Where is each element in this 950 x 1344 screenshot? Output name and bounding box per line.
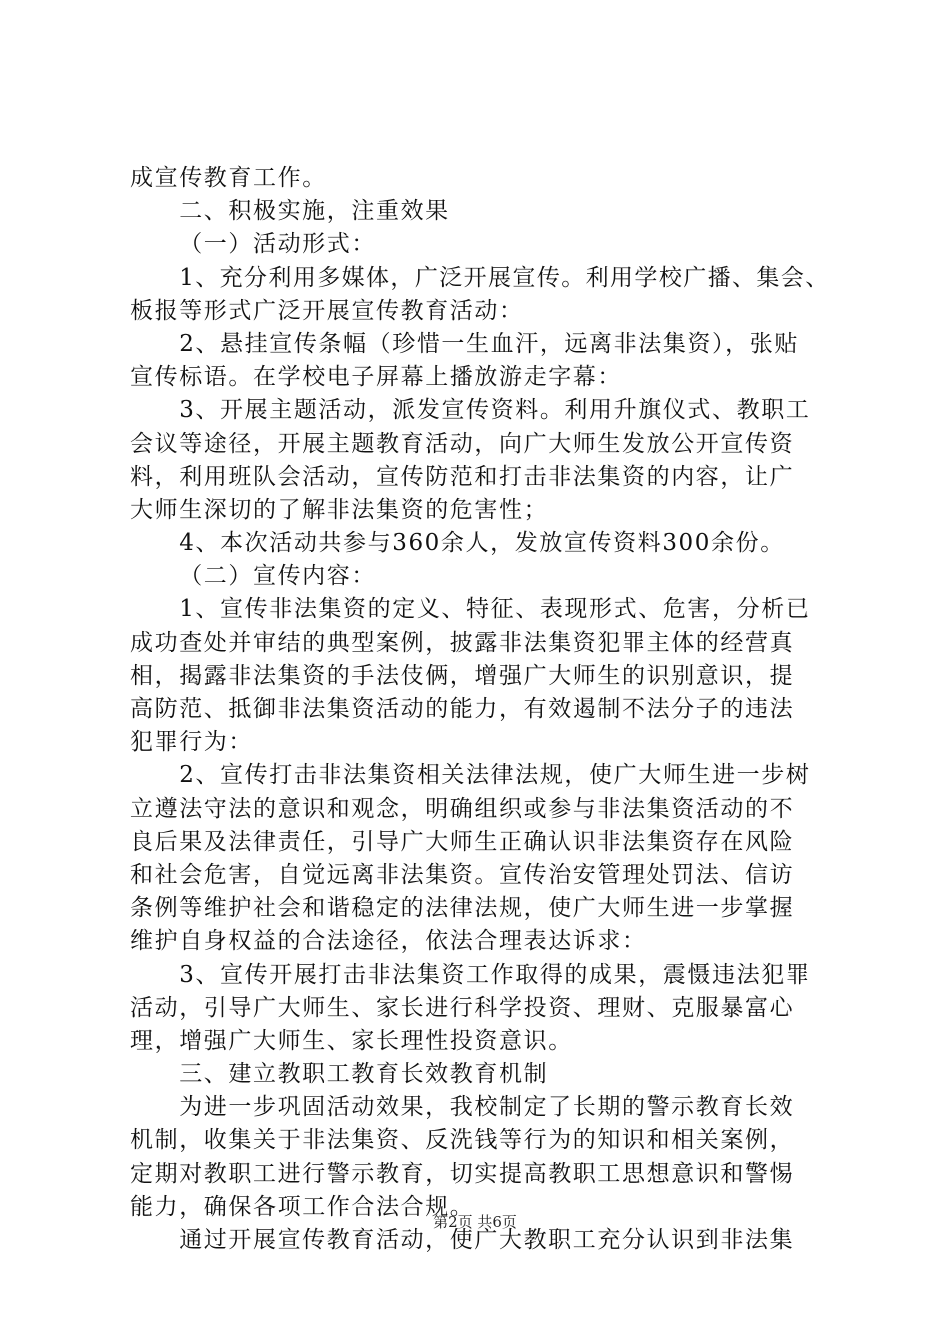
- text-line: 维护自身权益的合法途径，依法合理表达诉求：: [130, 928, 647, 955]
- text-line: 条例等维护社会和谐稳定的法律法规，使广大师生进一步掌握: [130, 895, 795, 922]
- text-line: 板报等形式广泛开展宣传教育活动：: [130, 297, 524, 324]
- text-line: 通过开展宣传教育活动，使广大教职工充分认识到非法集: [179, 1227, 795, 1253]
- text-line: 能力，确保各项工作合法合规。: [130, 1193, 475, 1220]
- text-line: 会议等途径，开展主题教育活动，向广大师生发放公开宣传资: [130, 430, 795, 457]
- text-line: 3、开展主题活动，派发宣传资料。利用升旗仪式、教职工: [179, 397, 811, 424]
- text-line: 三、建立教职工教育长效教育机制: [179, 1061, 549, 1088]
- text-line: 和社会危害，自觉远离非法集资。宣传治安管理处罚法、信访: [130, 861, 795, 888]
- text-line: 为进一步巩固活动效果，我校制定了长期的警示教育长效: [179, 1094, 795, 1121]
- text-line: 2、悬挂宣传条幅（珍惜一生血汗，远离非法集资），张贴: [179, 330, 799, 357]
- document-body: [130, 162, 830, 1257]
- text-line: 相，揭露非法集资的手法伎俩，增强广大师生的识别意识，提: [130, 662, 795, 689]
- text-line: 二、积极实施，注重效果: [179, 198, 450, 225]
- text-line: 成宣传教育工作。: [130, 165, 327, 191]
- text-line: 料，利用班队会活动，宣传防范和打击非法集资的内容，让广: [130, 463, 795, 490]
- page-footer: 第2页 共6页: [433, 1213, 517, 1231]
- text-line: 2、宣传打击非法集资相关法律法规，使广大师生进一步树: [179, 762, 811, 789]
- text-line: 定期对教职工进行警示教育，切实提高教职工思想意识和警惕: [130, 1160, 795, 1187]
- text-line: 高防范、抵御非法集资活动的能力，有效遏制不法分子的违法: [130, 696, 795, 722]
- text-line: （一）活动形式：: [179, 231, 376, 258]
- text-line: 1、充分利用多媒体，广泛开展宣传。利用学校广播、集会、: [179, 264, 830, 291]
- text-line: 成功查处并审结的典型案例，披露非法集资犯罪主体的经营真: [130, 629, 795, 656]
- text-line: 立遵法守法的意识和观念，明确组织或参与非法集资活动的不: [130, 795, 795, 822]
- text-line: 大师生深切的了解非法集资的危害性；: [130, 496, 549, 523]
- text-line: 良后果及法律责任，引导广大师生正确认识非法集资存在风险: [130, 828, 795, 855]
- text-line: 活动，引导广大师生、家长进行科学投资、理财、克服暴富心: [130, 994, 795, 1021]
- text-line: 理，增强广大师生、家长理性投资意识。: [130, 1027, 573, 1054]
- text-line: 4、本次活动共参与360余人，发放宣传资料300余份。: [179, 530, 785, 557]
- text-line: 宣传标语。在学校电子屏幕上播放游走字幕：: [130, 364, 622, 391]
- text-line: （二）宣传内容：: [179, 563, 376, 590]
- text-line: 1、宣传非法集资的定义、特征、表现形式、危害，分析已: [179, 596, 811, 623]
- text-line: 3、宣传开展打击非法集资工作取得的成果，震慑违法犯罪: [179, 961, 811, 988]
- text-line: 犯罪行为：: [130, 729, 253, 756]
- text-line: 机制，收集关于非法集资、反洗钱等行为的知识和相关案例，: [130, 1127, 795, 1154]
